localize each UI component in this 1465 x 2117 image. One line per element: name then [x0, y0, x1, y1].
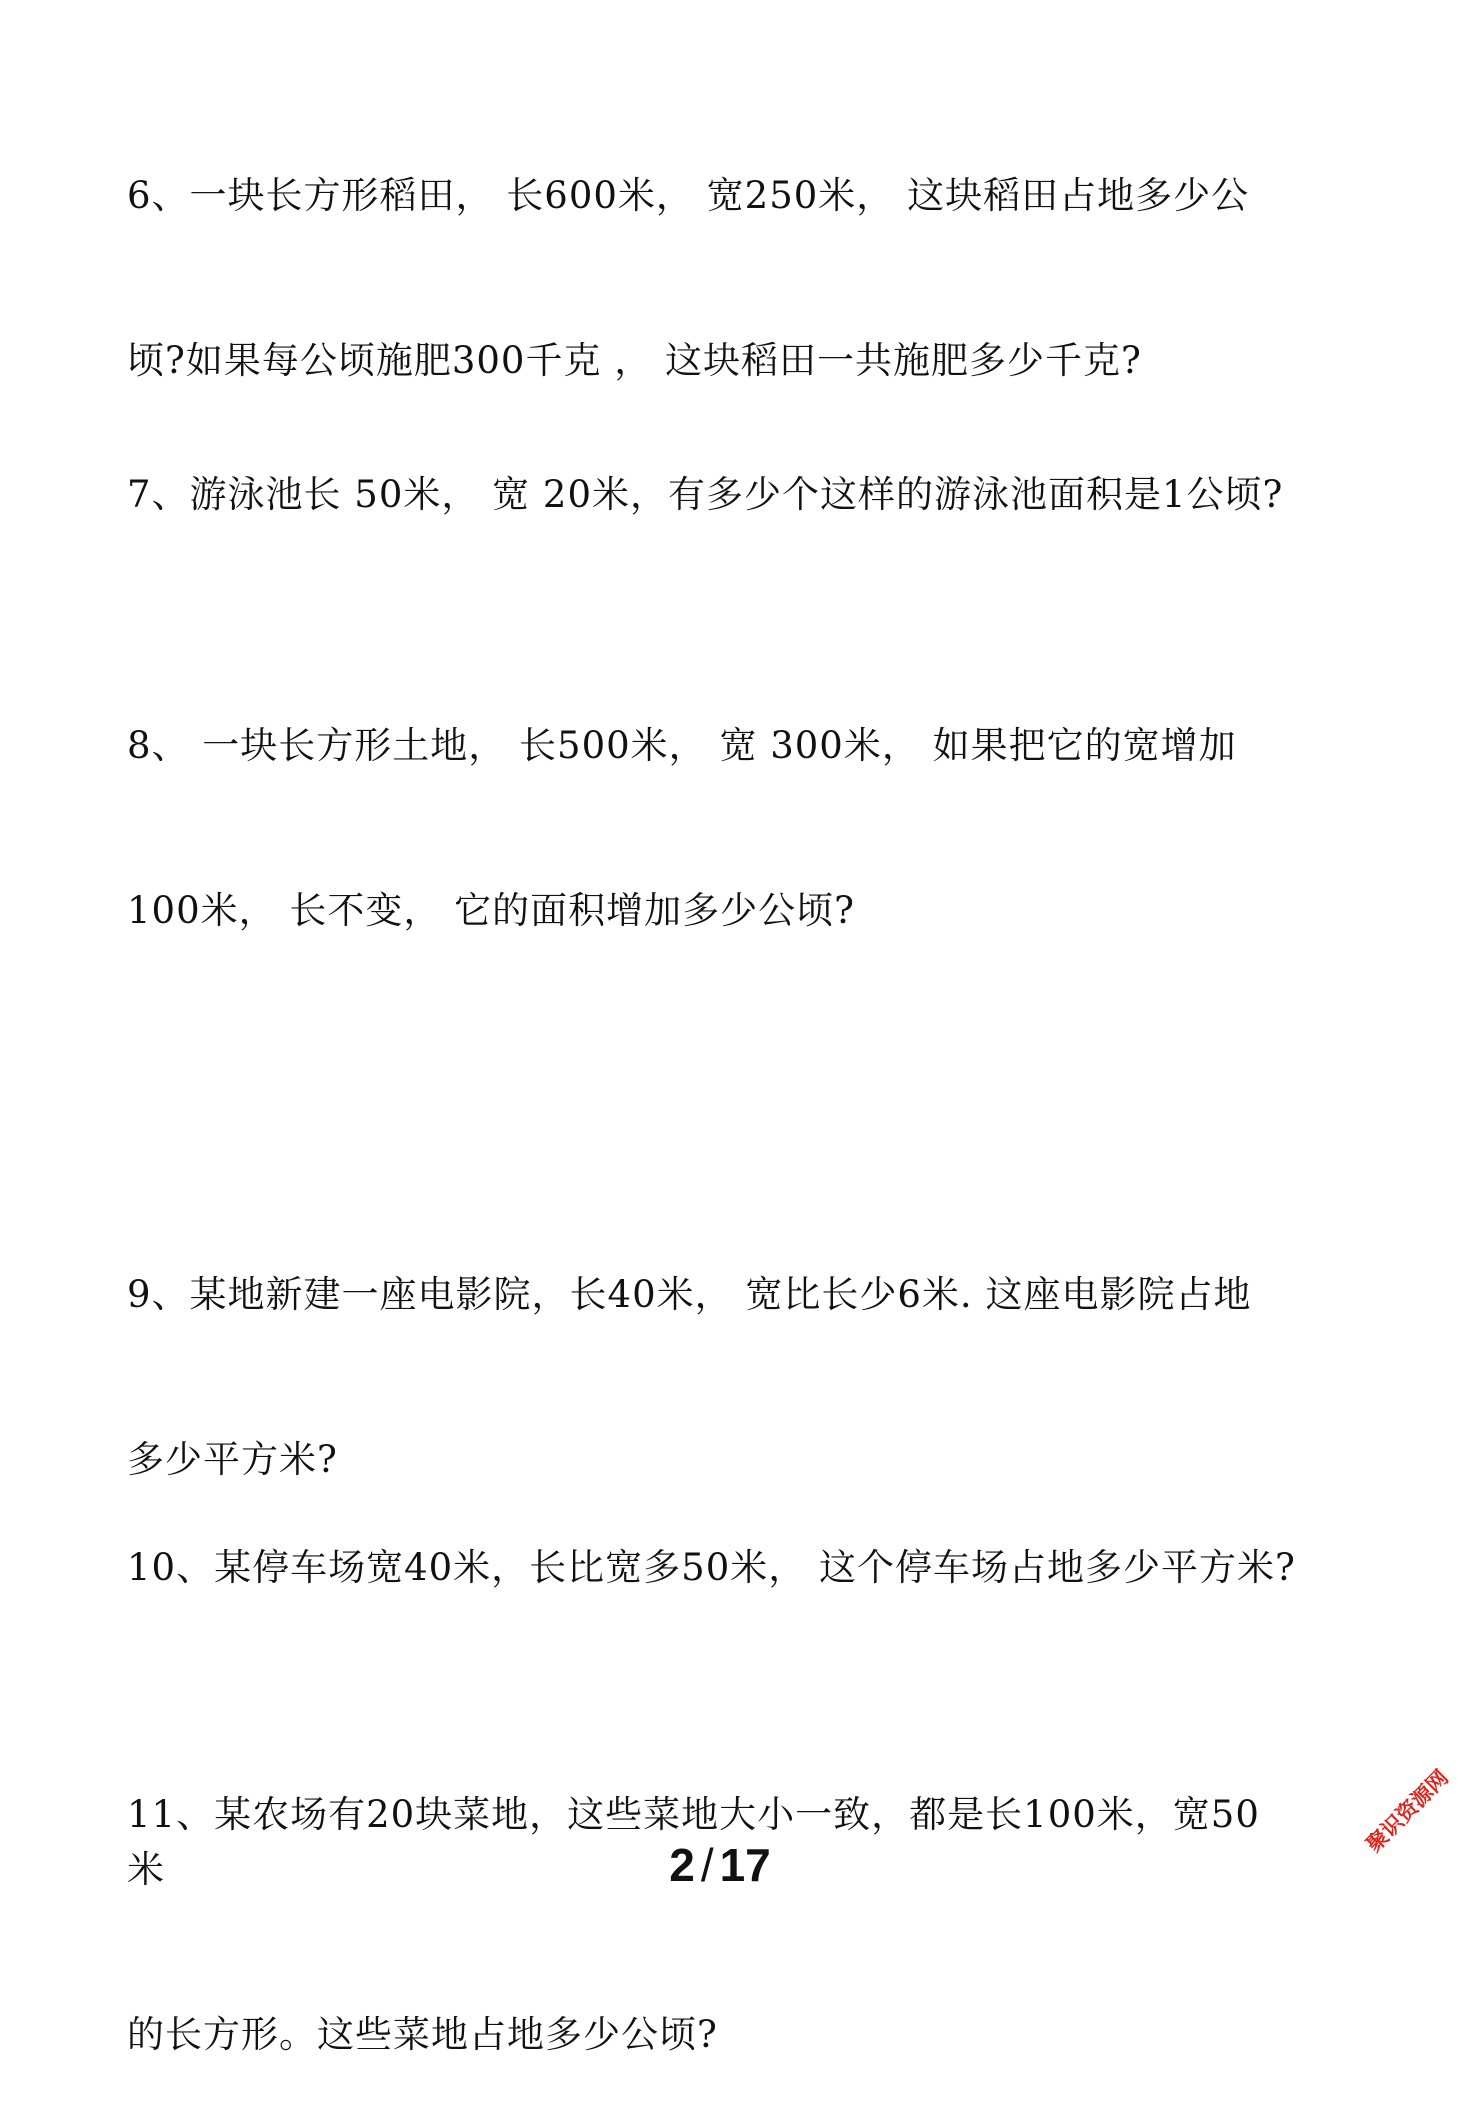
question-6-line-2: 顷?如果每公顷施肥300千克 ， 这块稻田一共施肥多少千克?: [127, 339, 1142, 382]
page-total: 17: [719, 1839, 771, 1891]
question-7-line-1: 7、游泳池长 50米， 宽 20米，有多少个这样的游泳池面积是1公顷?: [127, 473, 1284, 516]
page-number: [0, 1835, 1440, 1895]
question-11-line-1: 11、某农场有20块菜地，这些菜地大小一致，都是长100米，宽50米: [127, 1793, 1260, 1891]
page-current: 2: [669, 1839, 695, 1891]
watermark-logo: 聚识资源网: [1361, 1765, 1454, 1857]
question-9-line-1: 9、某地新建一座电影院，长40米， 宽比长少6米. 这座电影院占地: [127, 1273, 1252, 1316]
question-11-line-2: 的长方形。这些菜地占地多少公顷?: [127, 2013, 718, 2056]
question-8: [127, 608, 1297, 993]
page-separator: /: [700, 1839, 714, 1891]
question-8-line-2: 100米， 长不变， 它的面积增加多少公顷?: [127, 889, 855, 932]
question-7: [127, 357, 1297, 577]
question-11: [127, 1677, 1297, 2117]
question-9-line-2: 多少平方米?: [127, 1438, 338, 1481]
question-10-line-1: 10、某停车场宽40米，长比宽多50米， 这个停车场占地多少平方米?: [127, 1546, 1296, 1589]
question-6-line-1: 6、一块长方形稻田， 长600米， 宽250米， 这块稻田占地多少公: [127, 174, 1250, 217]
question-10: [127, 1430, 1297, 1650]
question-8-line-1: 8、 一块长方形土地， 长500米， 宽 300米， 如果把它的宽增加: [127, 724, 1237, 767]
